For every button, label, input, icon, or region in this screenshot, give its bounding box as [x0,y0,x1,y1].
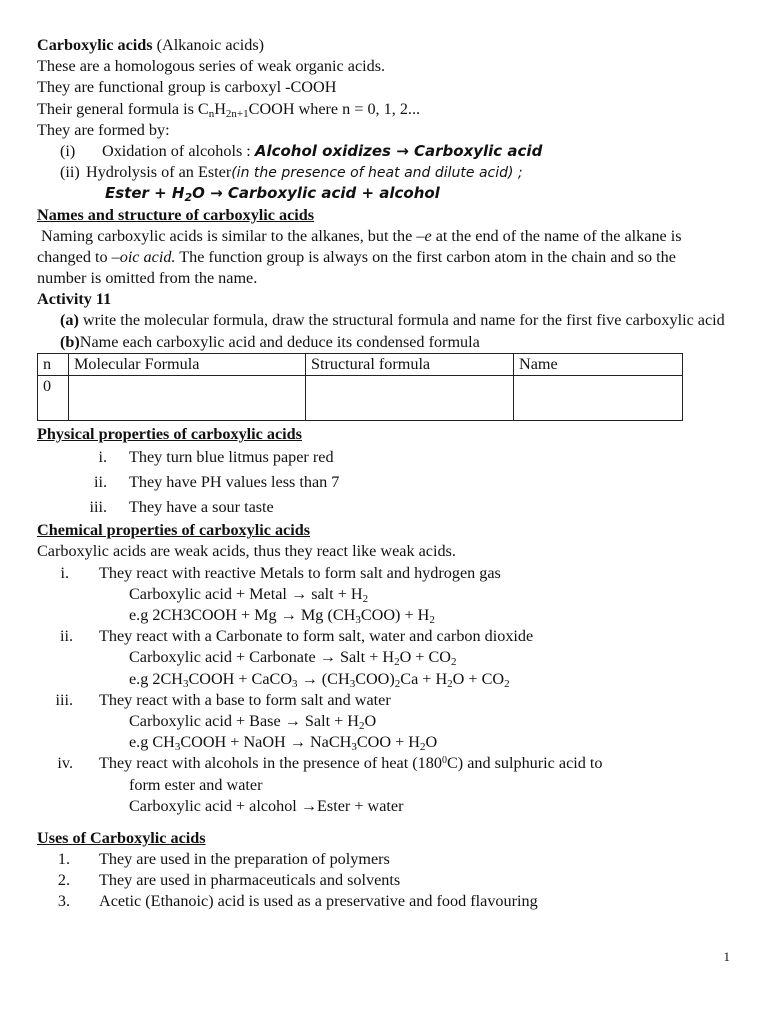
chemical-heading: Chemical properties of carboxylic acids [37,521,311,540]
page-number: 1 [723,949,730,964]
continuation-line: form ester and water [129,775,263,794]
list-item: 3. Acetic (Ethanoic) acid is used as a preservative and food flavouring [57,892,538,911]
intro-line: They are functional group is carboxyl -COOH [37,78,337,97]
activity-table [37,353,683,421]
table-cell-empty[interactable] [306,376,514,421]
formation-item-ii: (ii) Hydrolysis of an Ester(in the presence of heat and dilute acid) ; [60,163,523,182]
intro-line: These are a homologous series of weak organic acids. [37,57,386,76]
equation-line: Carboxylic acid + Carbonate → Salt + $H_2O + CO_2$ [129,648,457,669]
equation-line: Carboxylic acid + Base → Salt + $H_2O$ [129,711,377,732]
list-item: ii. They have PH values less than 7 [93,473,340,492]
list-item: iii. They have a sour taste [89,498,274,517]
formed-by: They are formed by: [37,120,170,139]
table-header-cell: n [38,353,69,375]
table-header-cell: Molecular Formula [69,353,306,375]
intro-title: Carboxylic acids (Alkanoic acids) [37,36,265,54]
table-header-row [38,353,683,375]
table-header-cell: Structural formula [306,353,514,375]
chemical-intro: Carboxylic acids are weak acids, thus they react like weak acids. [37,542,456,561]
list-item: 1. They are used in the preparation of polymers [57,850,390,869]
activity-heading: Activity 11 [37,290,112,309]
chemical-item-iii: iii. They react with a base to form salt and water [55,690,391,709]
naming-paragraph: Naming carboxylic acids is similar to the alkanes, but the –e at the end of the name of the alkane is changed to –oic acid. The function group is always on the first carbon atom in the chain and so the number is omitted from the name. [37,226,682,288]
table-row [38,376,683,421]
document-page [37,35,727,913]
equation-line: e.g $2CH_3COOH$ + CaCO$_3$ → $(CH_3COO)_2Ca + H_2O + CO_2$ [129,669,510,690]
table-cell-n: 0 [38,376,69,421]
title-bold: Carboxylic acids [37,36,153,54]
chemical-item-i: i. They react with reactive Metals to form salt and hydrogen gas [60,563,501,582]
ester-hydrolysis-equation: Ester + $H_2O$ → Carboxylic acid + alcohol [105,184,440,205]
activity-item-a: (a) write the molecular formula, draw the structural formula and name for the first five carboxylic acid [60,311,725,330]
physical-heading: Physical properties of carboxylic acids [37,425,302,444]
equation-line: Carboxylic acid + alcohol →Ester + water [129,796,404,815]
chemical-item-iv: iv. They react with alcohols in the presence of heat $(180^0C)$ and sulphuric acid to [57,754,603,773]
list-item: i. They turn blue litmus paper red [98,448,334,467]
uses-heading: Uses of Carboxylic acids [37,828,206,847]
table-header-cell: Name [514,353,683,375]
equation-line: e.g 2CH3COOH + Mg → Mg $(CH_3COO) + H_2$ [129,606,435,627]
general-formula: Their general formula is $C_nH_{2n+1}COOH$ where n = 0, 1, 2... [37,99,421,120]
table-cell-empty[interactable] [69,376,306,421]
chemical-item-ii: ii. They react with a Carbonate to form salt, water and carbon dioxide [59,627,534,646]
equation-line: Carboxylic acid + Metal → salt + $H_2$ [129,584,369,605]
table-cell-empty[interactable] [514,376,683,421]
list-item: 2. They are used in pharmaceuticals and solvents [57,871,401,890]
naming-heading: Names and structure of carboxylic acids [37,205,315,224]
activity-item-b: (b)Name each carboxylic acid and deduce its condensed formula [60,332,480,351]
formation-item-i: (i) Oxidation of alcohols : Alcohol oxidizes → Carboxylic acid [60,141,543,160]
equation-line: e.g $CH_3COOH$ + NaOH → NaCH$_3$COO + $H_2O$ [129,733,438,754]
